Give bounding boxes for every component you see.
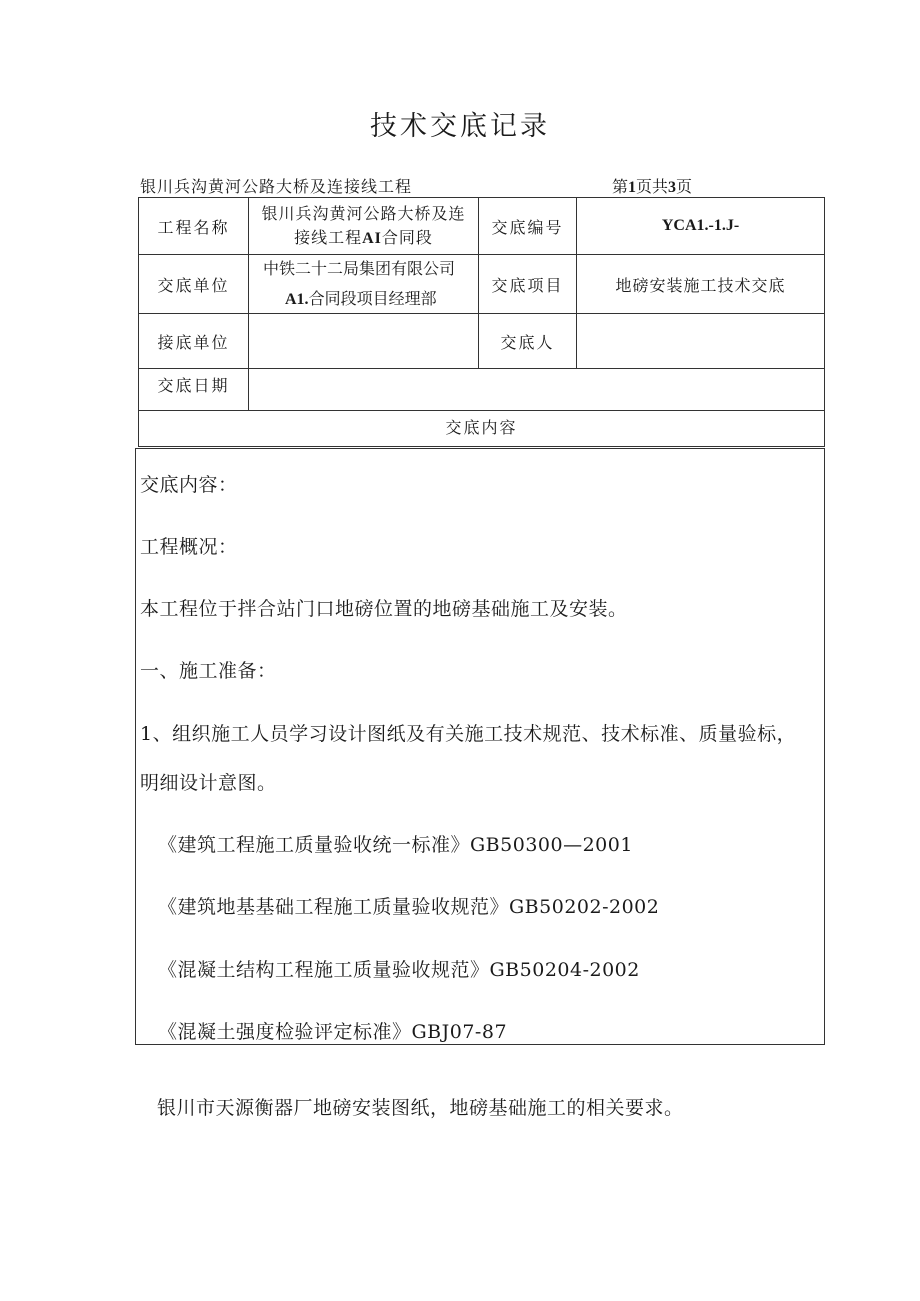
item-value: 地磅安装施工技术交底	[577, 255, 825, 314]
standard-line: 《建筑地基基础工程施工质量验收规范》GB50202-2002	[158, 896, 660, 918]
unit-value: 中铁二十二局集团有限公司 A1.合同段项目经理部	[249, 255, 479, 314]
row-unit	[139, 255, 825, 314]
content-header: 交底内容	[139, 411, 825, 447]
row-project-name	[139, 198, 825, 255]
receiver-label: 接底单位	[139, 314, 249, 369]
content-line: 工程概况：	[140, 536, 238, 558]
header-table	[138, 197, 825, 447]
content-line: 明细设计意图。	[140, 772, 277, 794]
row-receiver	[139, 314, 825, 369]
content-line: 一、施工准备：	[140, 660, 277, 682]
content-line: 1、组织施工人员学习设计图纸及有关施工技术规范、技术标准、质量验标，	[140, 723, 797, 745]
person-label: 交底人	[479, 314, 577, 369]
code-label: 交底编号	[479, 198, 577, 255]
project-name-label: 工程名称	[139, 198, 249, 255]
row-date	[139, 369, 825, 411]
content-line: 交底内容：	[140, 474, 238, 496]
unit-label: 交底单位	[139, 255, 249, 314]
code-value: YCA1.-1.J-	[577, 198, 825, 255]
project-line: 银川兵沟黄河公路大桥及连接线工程	[140, 177, 413, 196]
date-value	[249, 369, 825, 411]
person-value	[577, 314, 825, 369]
content-line: 本工程位于拌合站门口地磅位置的地磅基础施工及安装。	[140, 598, 628, 620]
page-number: 第1页共3页	[612, 177, 693, 196]
standard-line: 《建筑工程施工质量验收统一标准》GB50300—2001	[158, 834, 633, 856]
date-label: 交底日期	[139, 369, 249, 411]
tail-text: 银川市天源衡器厂地磅安装图纸，地磅基础施工的相关要求。	[157, 1097, 684, 1119]
receiver-value	[249, 314, 479, 369]
item-label: 交底项目	[479, 255, 577, 314]
row-content-header	[139, 411, 825, 447]
standard-line: 《混凝土结构工程施工质量验收规范》GB50204-2002	[158, 959, 640, 981]
project-name-value: 银川兵沟黄河公路大桥及连 接线工程AI合同段	[249, 198, 479, 255]
document-title: 技术交底记录	[370, 111, 550, 142]
standard-line: 《混凝土强度检验评定标准》GBJ07-87	[158, 1021, 508, 1043]
